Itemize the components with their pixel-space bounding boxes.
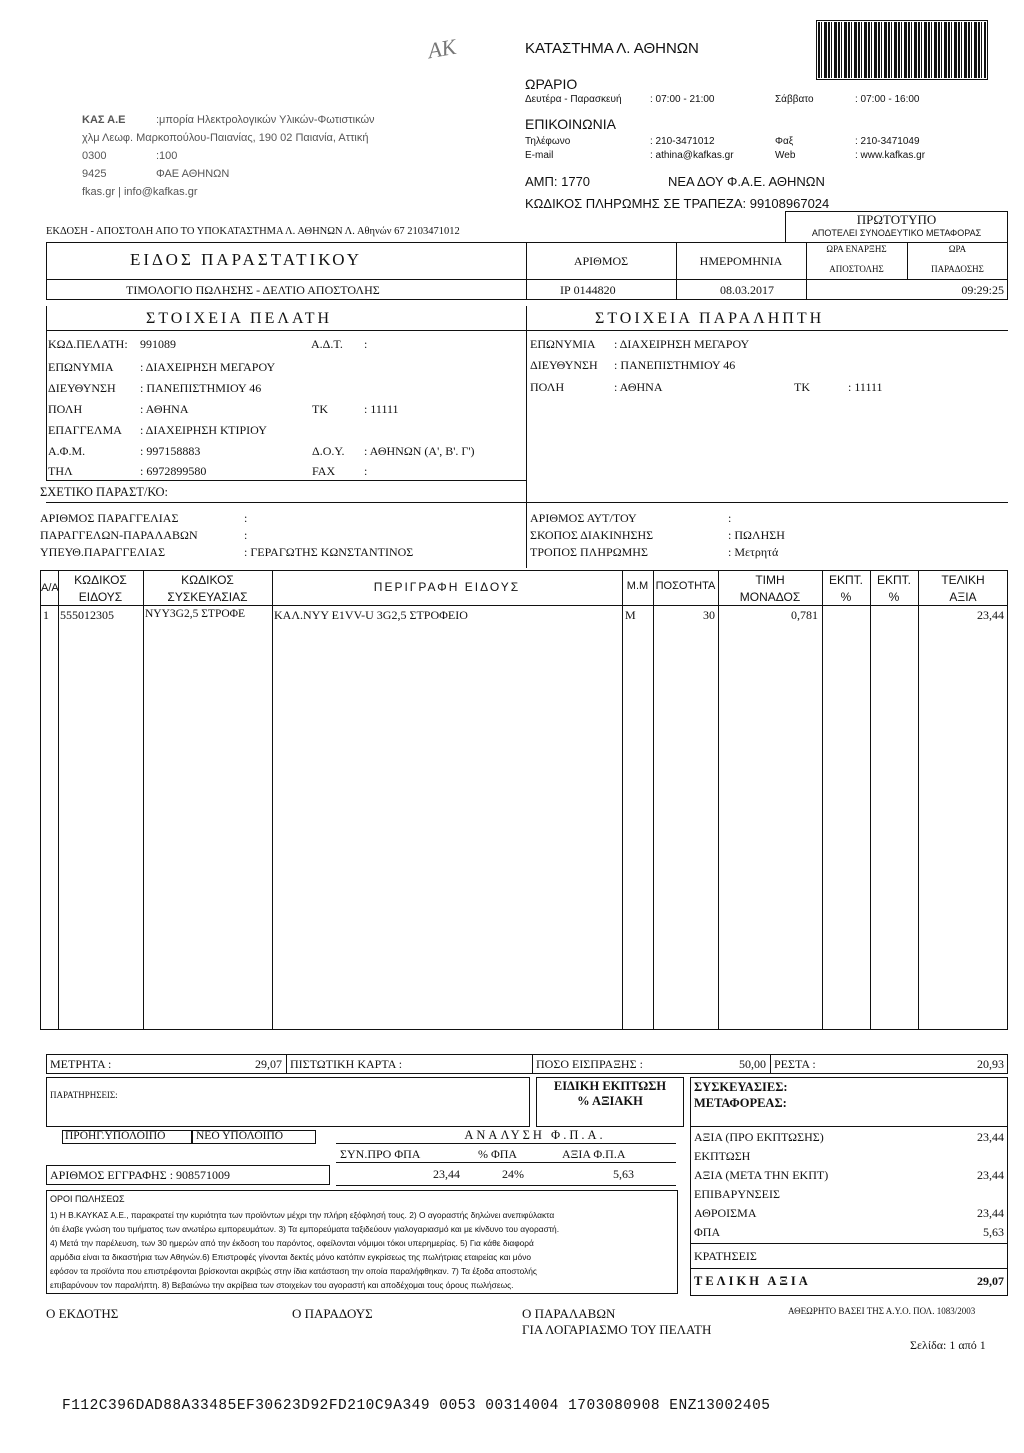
doc-type-value: ΤΙΜΟΛΟΓΙΟ ΠΩΛΗΣΗΣ - ΔΕΛΤΙΟ ΑΠΟΣΤΟΛΗΣ bbox=[126, 283, 380, 297]
saturday-hours: : 07:00 - 16:00 bbox=[855, 94, 920, 105]
vat-amount-value: 5,63 bbox=[613, 1167, 634, 1181]
item-value: 23,44 bbox=[977, 608, 1004, 622]
col-disc2-2: % bbox=[888, 590, 900, 604]
vehicle-value: : bbox=[728, 511, 732, 525]
net-label: ΑΞΙΑ (ΜΕΤΑ ΤΗΝ ΕΚΠΤ) bbox=[694, 1168, 829, 1182]
vat-rate-label: % ΦΠΑ bbox=[478, 1147, 518, 1161]
receiver-signature-1: Ο ΠΑΡΑΛΑΒΩΝ bbox=[522, 1306, 616, 1321]
col-price-1: ΤΙΜΗ bbox=[755, 573, 785, 587]
company-address: χλμ Λεωφ. Μαρκοπούλου-Παιανίας, 190 02 Παιανία, Αττική bbox=[82, 132, 369, 144]
fax-label: Φαξ bbox=[775, 136, 794, 147]
receiver-name-label: ΕΠΩΝΥΜΙΑ bbox=[530, 337, 596, 351]
terms-line-6: επιβαρύνουν τον παραλήπτη. 8) Βεβαιώνω την ακρίβεια των στοιχείων του αγοραστή και αποδέχομαι τους όρους πωλήσεως. bbox=[50, 1280, 514, 1290]
withholding-label: ΚΡΑΤΗΣΕΙΣ bbox=[694, 1249, 757, 1263]
branch-title: ΚΑΤΑΣΤΗΜΑ Λ. ΑΘΗΝΩΝ bbox=[525, 40, 699, 57]
customer-tk-value: : 11111 bbox=[364, 402, 399, 416]
weekdays-hours: : 07:00 - 21:00 bbox=[650, 94, 715, 105]
final-label: ΤΕΛΙΚΗ ΑΞΙΑ bbox=[694, 1274, 811, 1288]
signature-code: F112C396DAD88A33485EF30623D92FD210C9A349 0053 00314004 1703080908 ENZ13002405 bbox=[62, 1398, 771, 1414]
gross-value: 23,44 bbox=[977, 1130, 1004, 1144]
col-unit: Μ.Μ bbox=[626, 580, 649, 592]
company-activity: :μπορία Ηλεκτρολογικών Υλικών-Φωτιστικών bbox=[156, 114, 375, 126]
receiver-name-value: : ΔΙΑΧΕΙΡΗΣΗ ΜΕΓΑΡΟΥ bbox=[614, 337, 750, 351]
doc-number-value: ΙΡ 0144820 bbox=[560, 283, 616, 297]
payment-label: ΤΡΟΠΟΣ ΠΛΗΡΩΜΗΣ bbox=[530, 545, 648, 559]
col-price-2: ΜΟΝΑΔΟΣ bbox=[739, 590, 801, 604]
phone-value: : 210-3471012 bbox=[650, 136, 715, 147]
special-discount-2: % ΑΞΙΑΚΗ bbox=[577, 1094, 643, 1108]
item-unit: Μ bbox=[625, 608, 636, 622]
customer-fax-label: FAX bbox=[312, 464, 336, 478]
col-disc1-1: ΕΚΠΤ. bbox=[828, 573, 864, 587]
vat-base-value: 23,44 bbox=[433, 1167, 460, 1181]
vat-rate-value: 24% bbox=[502, 1167, 524, 1181]
col-quantity: ΠΟΣΟΤΗΤΑ bbox=[655, 580, 716, 592]
terms-line-4: αρμόδια είναι τα δικαστήρια των Αθηνών.6) Επιστροφές γίνονται δεκτές μόνο κατόπιν εγκρίσεως της πωλήτριας εταιρείας και μόνο bbox=[50, 1252, 532, 1262]
original-title: ΠΡΩΤΟΤΥΠΟ bbox=[856, 212, 937, 227]
delivery-time-label-1: ΩΡΑ bbox=[948, 244, 967, 254]
col-disc1-2: % bbox=[840, 590, 852, 604]
remarks-box bbox=[46, 1077, 530, 1127]
collected-label: ΠΟΣΟ ΕΙΣΠΡΑΞΗΣ : bbox=[536, 1057, 643, 1071]
bank-payment-code: ΚΩΔΙΚΟΣ ΠΛΗΡΩΜΗΣ ΣΕ ΤΡΑΠΕΖΑ: 99108967024 bbox=[525, 196, 830, 211]
carriers-label: ΜΕΤΑΦΟΡΕΑΣ: bbox=[694, 1096, 787, 1110]
pickup-label: ΠΑΡΑΓΓΕΛΩΝ-ΠΑΡΑΛΑΒΩΝ bbox=[40, 528, 198, 542]
doc-type-label: ΕΙΔΟΣ ΠΑΡΑΣΤΑΤΙΚΟΥ bbox=[130, 250, 363, 269]
doc-date-value: 08.03.2017 bbox=[720, 283, 774, 297]
pickup-value: : bbox=[244, 528, 248, 542]
email-value: : athina@kafkas.gr bbox=[650, 150, 734, 161]
customer-doy-value: : ΑΘΗΝΩΝ (Α', Β'. Γ') bbox=[364, 444, 475, 458]
change-label: ΡΕΣΤΑ : bbox=[774, 1057, 816, 1071]
collected-value: 50,00 bbox=[739, 1057, 766, 1071]
col-code-2: ΕΙΔΟΥΣ bbox=[78, 590, 123, 604]
item-code: 555012305 bbox=[60, 608, 114, 622]
hours-title: ΩΡΑΡΙΟ bbox=[525, 76, 578, 92]
page-number: Σελίδα: 1 από 1 bbox=[910, 1338, 986, 1352]
customer-address-value: : ΠΑΝΕΠΙΣΤΗΜΙΟΥ 46 bbox=[140, 381, 262, 395]
vat-base-label: ΣΥΝ.ΠΡΟ ΦΠΑ bbox=[340, 1147, 421, 1161]
payment-row bbox=[46, 1054, 1008, 1074]
col-disc2-1: ΕΚΠΤ. bbox=[876, 573, 912, 587]
original-subtitle: ΑΠΟΤΕΛΕΙ ΣΥΝΟΔΕΥΤΙΚΟ ΜΕΤΑΦΟΡΑΣ bbox=[811, 228, 982, 238]
customer-doy-label: Δ.Ο.Υ. bbox=[312, 444, 345, 458]
terms-line-3: 4) Μετά την παρέλευση, των 30 ημερών από την έκδοση του παρόντος, οφείλονται νόμιμοι τόκοι υπερημερίας. 5) Για κάθε διαφορά bbox=[50, 1238, 534, 1248]
company-line4-b: ΦΑΕ ΑΘΗΝΩΝ bbox=[156, 168, 230, 180]
issue-line: ΕΚΔΟΣΗ - ΑΠΟΣΤΟΛΗ ΑΠΟ ΤΟ ΥΠΟΚΑΤΑΣΤΗΜΑ Λ. ΑΘΗΝΩΝ Λ. Αθηνών 67 2103471012 bbox=[46, 226, 460, 237]
customer-adt-value: : bbox=[364, 337, 368, 351]
company-line3-b: :100 bbox=[156, 150, 178, 162]
net-value: 23,44 bbox=[977, 1168, 1004, 1182]
company-line3-a: 0300 bbox=[82, 150, 107, 162]
vat-value-label: ΑΞΙΑ Φ.Π.Α bbox=[562, 1147, 626, 1161]
customer-afm-value: : 997158883 bbox=[140, 444, 201, 458]
packages-label: ΣΥΣΚΕΥΑΣΙΕΣ: bbox=[694, 1080, 788, 1094]
doc-number-label: ΑΡΙΘΜΟΣ bbox=[573, 254, 629, 268]
cash-value: 29,07 bbox=[255, 1057, 282, 1071]
customer-code-label: ΚΩΔ.ΠΕΛΑΤΗ: bbox=[48, 337, 128, 351]
item-price: 0,781 bbox=[791, 608, 818, 622]
start-time-label-1: ΩΡΑ ΕΝΑΡΞΗΣ bbox=[826, 244, 887, 254]
sum-value: 23,44 bbox=[977, 1206, 1004, 1220]
terms-line-5: εφόσον τα προϊόντα που επιστρέφονται βρίσκονται ακριβώς στην ίδια κατάσταση την οποία παραλήφθηκαν. 7) Τα έξοδα αποστολής bbox=[50, 1266, 537, 1276]
delivery-time-label-2: ΠΑΡΑΔΟΣΗΣ bbox=[931, 264, 984, 274]
doc-date-label: ΗΜΕΡΟΜΗΝΙΑ bbox=[699, 254, 783, 268]
customer-afm-label: Α.Φ.Μ. bbox=[48, 444, 86, 458]
reg-number-label: ΑΡΙΘΜΟΣ ΕΓΓΡΑΦΗΣ : 908571009 bbox=[50, 1168, 231, 1182]
final-value: 29,07 bbox=[977, 1274, 1004, 1288]
new-balance-label: ΝΕΟ ΥΠΟΛΟΙΠΟ bbox=[196, 1130, 284, 1142]
vat-total-label: ΦΠΑ bbox=[694, 1225, 721, 1239]
col-code-1: ΚΩΔΙΚΟΣ bbox=[74, 573, 127, 587]
vat-title: ΑΝΑΛΥΣΗ Φ.Π.Α. bbox=[464, 1128, 606, 1142]
company-line4-a: 9425 bbox=[82, 168, 107, 180]
customer-fax-value: : bbox=[364, 464, 368, 478]
purpose-value: : ΠΩΛΗΣΗ bbox=[728, 528, 785, 542]
item-aa: 1 bbox=[43, 608, 49, 622]
email-label: E-mail bbox=[525, 150, 554, 161]
customer-name-value: : ΔΙΑΧΕΙΡΗΣΗ ΜΕΓΑΡΟΥ bbox=[140, 360, 276, 374]
weekdays-label: Δευτέρα - Παρασκευή bbox=[525, 94, 622, 105]
customer-job-value: : ΔΙΑΧΕΙΡΗΣΗ ΚΤΙΡΙΟΥ bbox=[140, 423, 267, 437]
company-name: ΚΑΣ Α.Ε bbox=[82, 114, 126, 126]
customer-tk-label: ΤΚ bbox=[312, 402, 328, 416]
col-pack-2: ΣΥΣΚΕΥΑΣΙΑΣ bbox=[167, 590, 248, 604]
remarks-label: ΠΑΡΑΤΗΡΗΣΕΙΣ: bbox=[50, 1090, 118, 1100]
customer-phone-label: ΤΗΛ bbox=[48, 464, 73, 478]
phone-label: Τηλέφωνο bbox=[525, 136, 571, 147]
receiver-address-label: ΔΙΕΥΘΥΝΣΗ bbox=[530, 358, 598, 372]
receiver-signature-2: ΓΙΑ ΛΟΓΑΡΙΑΣΜΟ ΤΟΥ ΠΕΛΑΤΗ bbox=[522, 1322, 712, 1337]
receiver-tk-value: : 11111 bbox=[848, 380, 883, 394]
deliverer-signature: Ο ΠΑΡΑΔΟΥΣ bbox=[292, 1306, 373, 1321]
related-doc-label: ΣΧΕΤΙΚΟ ΠΑΡΑΣΤ/ΚΟ: bbox=[40, 485, 169, 499]
terms-title: ΟΡΟΙ ΠΩΛΗΣΕΩΣ bbox=[50, 1194, 125, 1204]
saturday-label: Σάββατο bbox=[775, 94, 814, 105]
order-no-value: : bbox=[244, 511, 248, 525]
customer-adt-label: Α.Δ.Τ. bbox=[311, 337, 343, 351]
vat-total-value: 5,63 bbox=[983, 1225, 1004, 1239]
manager-value: : ΓΕΡΑΓΩΤΗΣ ΚΩΝΣΤΑΝΤΙΝΟΣ bbox=[244, 545, 414, 559]
sum-label: ΑΘΡΟΙΣΜΑ bbox=[694, 1206, 757, 1220]
customer-code-value: 991089 bbox=[140, 337, 176, 351]
cash-label: ΜΕΤΡΗΤΑ : bbox=[50, 1057, 112, 1071]
receiver-address-value: : ΠΑΝΕΠΙΣΤΗΜΙΟΥ 46 bbox=[614, 358, 736, 372]
vehicle-label: ΑΡΙΘΜΟΣ ΑΥΤ/ΤΟΥ bbox=[530, 511, 637, 525]
fax-value: : 210-3471049 bbox=[855, 136, 920, 147]
col-description: ΠΕΡΙΓΡΑΦΗ ΕΙΔΟΥΣ bbox=[373, 580, 521, 594]
start-time-label-2: ΑΠΟΣΤΟΛΗΣ bbox=[829, 264, 884, 274]
items-table bbox=[40, 570, 1008, 1030]
customer-title: ΣΤΟΙΧΕΙΑ ΠΕΛΑΤΗ bbox=[146, 310, 333, 327]
contact-title: ΕΠΙΚΟΙΝΩΝΙΑ bbox=[525, 116, 616, 132]
receiver-title: ΣΤΟΙΧΕΙΑ ΠΑΡΑΛΗΠΤΗ bbox=[595, 310, 825, 327]
special-discount-1: ΕΙΔΙΚΗ ΕΚΠΤΩΣΗ bbox=[553, 1079, 667, 1093]
receiver-city-label: ΠΟΛΗ bbox=[530, 380, 565, 394]
customer-job-label: ΕΠΑΓΓΕΛΜΑ bbox=[48, 423, 122, 437]
customer-address-label: ΔΙΕΥΘΥΝΣΗ bbox=[48, 381, 116, 395]
customer-name-label: ΕΠΩΝΥΜΙΑ bbox=[48, 360, 114, 374]
order-no-label: ΑΡΙΘΜΟΣ ΠΑΡΑΓΓΕΛΙΑΣ bbox=[40, 511, 179, 525]
customer-city-value: : ΑΘΗΝΑ bbox=[140, 402, 189, 416]
item-quantity: 30 bbox=[703, 608, 715, 622]
manager-label: ΥΠΕΥΘ.ΠΑΡΑΓΓΕΛΙΑΣ bbox=[40, 545, 166, 559]
change-value: 20,93 bbox=[977, 1057, 1004, 1071]
web-label: Web bbox=[775, 150, 796, 161]
item-description: ΚΑΛ.NYY E1VV-U 3G2,5 ΣΤΡΟΦΕΙΟ bbox=[274, 608, 468, 622]
customer-phone-value: : 6972899580 bbox=[140, 464, 207, 478]
tax-office: ΝΕΑ ΔΟΥ Φ.Α.Ε. ΑΘΗΝΩΝ bbox=[668, 174, 825, 189]
customer-city-label: ΠΟΛΗ bbox=[48, 402, 83, 416]
doc-time-value: 09:29:25 bbox=[961, 283, 1004, 297]
card-label: ΠΙΣΤΩΤΙΚΗ ΚΑΡΤΑ : bbox=[290, 1057, 403, 1071]
receiver-tk-label: ΤΚ bbox=[794, 380, 810, 394]
web-value: : www.kafkas.gr bbox=[855, 150, 926, 161]
discount-label: ΕΚΠΤΩΣΗ bbox=[694, 1149, 751, 1163]
item-pack-code: NYY3G2,5 ΣΤΡΟΦΕ bbox=[145, 608, 246, 620]
prev-balance-label: ΠΡΟΗΓ.ΥΠΟΛΟΙΠΟ bbox=[65, 1130, 166, 1142]
gross-label: ΑΞΙΑ (ΠΡΟ ΕΚΠΤΩΣΗΣ) bbox=[694, 1130, 824, 1144]
col-value-2: ΑΞΙΑ bbox=[949, 590, 977, 604]
terms-line-1: 1) Η Β.ΚΑΥΚΑΣ Α.Ε., παρακρατεί την κυριότητα των προϊόντων μέχρι την πλήρη εξόφλησή τους. 2) Ο αγοραστής δηλώνει ανεπιφύλακτα bbox=[50, 1210, 555, 1220]
charges-label: ΕΠΙΒΑΡΥΝΣΕΙΣ bbox=[694, 1187, 780, 1201]
issuer-signature: Ο ΕΚΔΟΤΗΣ bbox=[46, 1306, 119, 1321]
amp-number: ΑΜΠ: 1770 bbox=[525, 174, 591, 189]
handwritten-mark: ΑΚ bbox=[425, 33, 458, 64]
col-aa: Α/Α bbox=[41, 582, 59, 594]
purpose-label: ΣΚΟΠΟΣ ΔΙΑΚΙΝΗΣΗΣ bbox=[530, 528, 654, 542]
approval-note: ΑΘΕΩΡΗΤΟ ΒΑΣΕΙ ΤΗΣ Α.Υ.Ο. ΠΟΛ. 1083/2003 bbox=[788, 1306, 976, 1316]
col-value-1: ΤΕΛΙΚΗ bbox=[941, 573, 985, 587]
company-web: fkas.gr | info@kafkas.gr bbox=[82, 186, 198, 198]
receiver-city-value: : ΑΘΗΝΑ bbox=[614, 380, 663, 394]
barcode-image bbox=[818, 22, 986, 78]
terms-line-2: ότι έλαβε γνώση του τιμήματος των ανωτέρω εμπορευμάτων. 3) Τα εμπορεύματα ταξιδεύουν γιαλογαριασμό και με κίνδυνο του αγοραστή. bbox=[50, 1224, 560, 1234]
payment-value: : Μετρητά bbox=[728, 545, 779, 559]
col-pack-1: ΚΩΔΙΚΟΣ bbox=[181, 573, 234, 587]
